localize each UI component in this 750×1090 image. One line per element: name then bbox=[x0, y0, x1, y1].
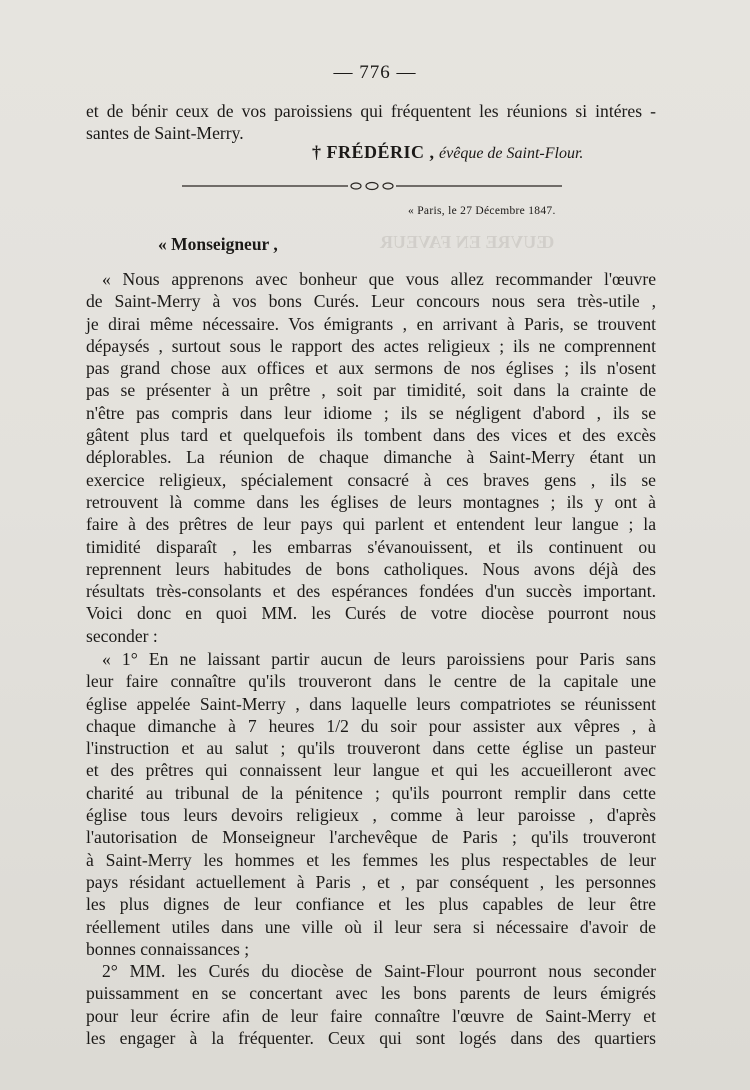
opening-text bbox=[86, 100, 656, 145]
letter-paragraph-3 bbox=[86, 960, 656, 1049]
text-line: 2° MM. les Curés du diocèse de Saint-Flour pourront nous seconder bbox=[102, 961, 656, 981]
text-line: à Saint-Merry les hommes et les femmes les plus respectables de leur bbox=[86, 849, 656, 870]
text-line: timidité disparaît , les embarras s'évanouissent, et ils continuent ou bbox=[86, 536, 656, 557]
text-line: charité au tribunal de la pénitence ; qu'ils pourront remplir dans cette bbox=[86, 782, 656, 803]
dateline: « Paris, le 27 Décembre 1847. bbox=[408, 205, 556, 217]
text-line: pas grand chose aux offices et aux sermons de nos églises ; ils n'osent bbox=[86, 358, 656, 379]
ornamental-rule bbox=[182, 180, 562, 192]
text-line: retrouvent là comme dans les églises de leurs montagnes ; ils y ont à bbox=[86, 491, 656, 512]
text-line: église tous leurs devoirs religieux , comme à leur paroisse , d'après bbox=[86, 805, 656, 826]
text-line: Voici donc en quoi MM. les Curés de votre diocèse pourront nous bbox=[86, 603, 656, 624]
text-line: je dirai même nécessaire. Vos émigrants , en arrivant à Paris, se trouvent bbox=[86, 313, 656, 334]
text-line: et des prêtres qui connaissent leur langue et qui les accueilleront avec bbox=[86, 760, 656, 781]
text-line: n'être pas compris dans leur idiome ; ils se négligent d'abord , ils se bbox=[86, 402, 656, 423]
text-line: l'autorisation de Monseigneur l'archevêque de Paris ; qu'ils trouveront bbox=[86, 827, 656, 848]
text-line: gâtent plus tard et quelquefois ils tombent dans des vices et des excès bbox=[86, 425, 656, 446]
text-line: seconder : bbox=[86, 625, 158, 646]
text-line: déplorables. La réunion de chaque dimanche à Saint-Merry étant un bbox=[86, 447, 656, 468]
text-line: les engager à la fréquenter. Ceux qui sont logés dans des quartiers bbox=[86, 1027, 656, 1048]
letter-paragraph-2 bbox=[86, 648, 656, 960]
text-line: faire à des prêtres de leur pays qui parlent et entendent leur langue ; la bbox=[86, 514, 656, 535]
text-line: pays résidant actuellement à Paris , et , par conséquent , les personnes bbox=[86, 871, 656, 892]
text-line: l'instruction et au salut ; qu'ils trouveront dans cette église un pasteur bbox=[86, 738, 656, 759]
text-line: église appelée Saint-Merry , dans laquelle leurs compatriotes se réunissent bbox=[86, 693, 656, 714]
text-line: de Saint-Merry à vos bons Curés. Leur concours nous sera très-utile , bbox=[86, 291, 656, 312]
text-line: pas se présenter à un prêtre , soit par timidité, soit dans la crainte de bbox=[86, 380, 656, 401]
text-line: bonnes connaissances ; bbox=[86, 938, 250, 959]
text-line: dépaysés , surtout sous le rapport des actes religieux ; ils ne comprennent bbox=[86, 335, 656, 356]
page-number: — 776 — bbox=[333, 62, 417, 83]
text-line: chaque dimanche à 7 heures 1/2 du soir pour assister aux vêpres , à bbox=[86, 715, 656, 736]
letter-paragraph-1 bbox=[86, 268, 656, 647]
text-line: « 1° En ne laissant partir aucun de leurs paroissiens pour Paris sans bbox=[102, 649, 656, 669]
salutation: « Monseigneur , bbox=[158, 234, 278, 254]
signature-name: † FRÉDÉRIC , bbox=[312, 142, 435, 162]
text-line: puissamment en se concertant avec les bons parents de leurs émigrés bbox=[86, 983, 656, 1004]
text-line: pour leur écrire afin de leur faire connaître l'œuvre de Saint-Merry et bbox=[86, 1005, 656, 1026]
bleed-through-text: ŒUVRE EN FAVEUR bbox=[380, 232, 555, 252]
signature-title: évêque de Saint-Flour. bbox=[439, 145, 584, 162]
text-line: les plus dignes de leur confiance et les plus capables de leur être bbox=[86, 894, 656, 915]
signature bbox=[312, 142, 642, 163]
text-line: réellement utiles dans une ville où il leur sera si nécessaire d'avoir de bbox=[86, 916, 656, 937]
opening-line: et de bénir ceux de vos paroissiens qui fréquentent les réunions si intéres - bbox=[86, 101, 656, 121]
text-line: résultats très-consolants et des espérances fondées d'un succès important. bbox=[86, 581, 656, 602]
text-line: exercice religieux, spécialement consacré à ces braves gens , ils se bbox=[86, 469, 656, 490]
text-line: « Nous apprenons avec bonheur que vous allez recommander l'œuvre bbox=[102, 269, 656, 289]
text-line: leur faire connaître qu'ils trouveront dans le centre de la capitale une bbox=[86, 671, 656, 692]
text-line: reprennent leurs habitudes de bons catholiques. Nous avons déjà des bbox=[86, 558, 656, 579]
opening-line: santes de Saint-Merry. bbox=[86, 123, 244, 144]
